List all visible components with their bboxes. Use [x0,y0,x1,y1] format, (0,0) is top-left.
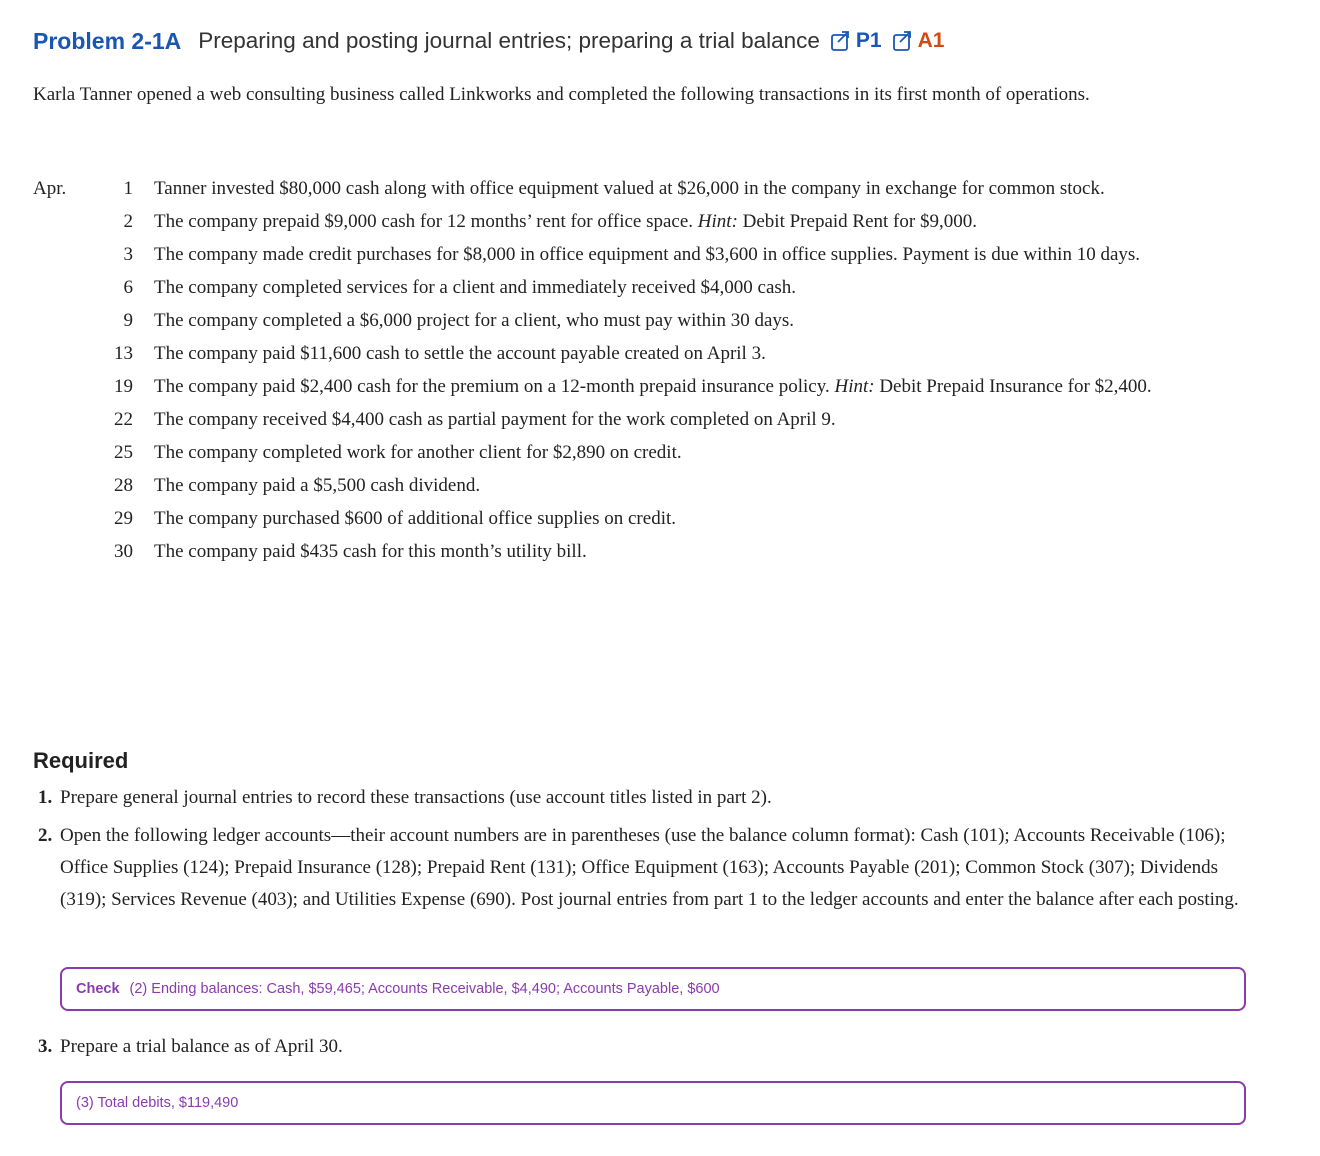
transaction-list [33,172,1273,568]
transaction-day: 28 [114,475,133,496]
hint-label: Hint: [697,211,738,232]
requirement-item [38,820,1250,916]
transaction-row [33,205,1273,238]
transaction-day: 2 [123,211,133,232]
requirement-item [38,782,1250,814]
requirement-text: Prepare a trial balance as of April 30. [60,1036,343,1057]
transaction-row [33,535,1273,568]
transaction-description: The company completed services for a client and immediately received $4,000 cash. [154,277,797,298]
transaction-description: The company completed a $6,000 project for a client, who must pay within 30 days. [154,310,795,331]
transaction-description: The company completed work for another client for $2,890 on credit. [154,442,682,463]
transaction-row [33,271,1273,304]
transaction-description: The company paid a $5,500 cash dividend. [154,475,481,496]
objective-link-p1[interactable] [830,29,882,53]
check-box [60,1081,1246,1125]
transaction-day: 6 [123,277,133,298]
objective-label-p1[interactable]: P1 [855,29,882,52]
transaction-row [33,502,1273,535]
transaction-month: Apr. [33,178,67,199]
hint-text: Debit Prepaid Rent for $9,000. [742,211,977,232]
required-heading: Required [33,748,129,773]
objective-label-a1[interactable]: A1 [917,29,945,52]
transaction-row [33,337,1273,370]
transaction-text [154,172,1264,205]
transaction-text [154,403,1264,436]
hint-label: Hint: [834,376,875,397]
transaction-text [154,271,1264,304]
external-link-icon [830,30,852,52]
check-text: (2) Ending balances: Cash, $59,465; Accounts Receivable, $4,490; Accounts Payable, $600 [129,981,720,997]
check-box [60,967,1246,1011]
transaction-text [154,205,1264,238]
external-link-icon [892,30,914,52]
transaction-description: The company paid $2,400 cash for the premium on a 12-month prepaid insurance policy. [154,376,830,397]
transaction-description: The company purchased $600 of additional office supplies on credit. [154,508,676,529]
transaction-description: The company made credit purchases for $8,000 in office equipment and $3,600 in office supplies. Payment is due within 10 days. [154,244,1141,265]
transaction-text [154,304,1264,337]
transaction-day: 19 [114,376,133,397]
transaction-text [154,238,1264,271]
transaction-description: Tanner invested $80,000 cash along with office equipment valued at $26,000 in the company in exchange for common stock. [154,178,1105,199]
check-label: Check [76,981,120,997]
transaction-description: The company prepaid $9,000 cash for 12 months’ rent for office space. [154,211,694,232]
check-text: (3) Total debits, $119,490 [76,1095,239,1111]
transaction-day: 25 [114,442,133,463]
transaction-day: 3 [123,244,133,265]
transaction-day: 30 [114,541,133,562]
transaction-day: 13 [114,343,133,364]
requirement-number: 3. [38,1036,53,1057]
transaction-description: The company paid $11,600 cash to settle the account payable created on April 3. [154,343,766,364]
transaction-text [154,370,1264,403]
requirement-item [38,1031,1250,1063]
requirement-text: Prepare general journal entries to record these transactions (use account titles listed in part 2). [60,787,772,808]
transaction-day: 9 [123,310,133,331]
objective-link-a1[interactable] [892,29,945,53]
transaction-row [33,469,1273,502]
transaction-row [33,403,1273,436]
transaction-row [33,304,1273,337]
hint-text: Debit Prepaid Insurance for $2,400. [879,376,1152,397]
transaction-text [154,535,1264,568]
problem-header [33,24,944,58]
transaction-text [154,469,1264,502]
transaction-day: 1 [123,178,133,199]
transaction-row [33,436,1273,469]
transaction-description: The company paid $435 cash for this month’s utility bill. [154,541,587,562]
requirement-number: 1. [38,787,53,808]
transaction-text [154,337,1264,370]
requirement-text: Open the following ledger accounts—their account numbers are in parentheses (use the balance column format): Cash (101); Accounts Receivable (106); Office Supplies (124); Prepaid Insurance (128); Prepaid Rent (131); Office Equipment (163); Accounts Payable (201); Common Stock (307); Dividends (319); Services Revenue (403); and Utilities Expense (690). Post journal entries from part 1 to the ledger accounts and enter the balance after each posting. [60,825,1239,910]
requirement-number: 2. [38,825,53,846]
transaction-row [33,172,1273,205]
transaction-day: 22 [114,409,133,430]
transaction-row [33,370,1273,403]
transaction-description: The company received $4,400 cash as partial payment for the work completed on April 9. [154,409,836,430]
intro-paragraph: Karla Tanner opened a web consulting business called Linkworks and completed the following transactions in its first month of operations. [33,84,1090,105]
transaction-text [154,502,1264,535]
transaction-text [154,436,1264,469]
transaction-row [33,238,1273,271]
problem-title: Preparing and posting journal entries; preparing a trial balance [198,28,820,53]
problem-number: Problem 2-1A [33,27,182,54]
transaction-day: 29 [114,508,133,529]
